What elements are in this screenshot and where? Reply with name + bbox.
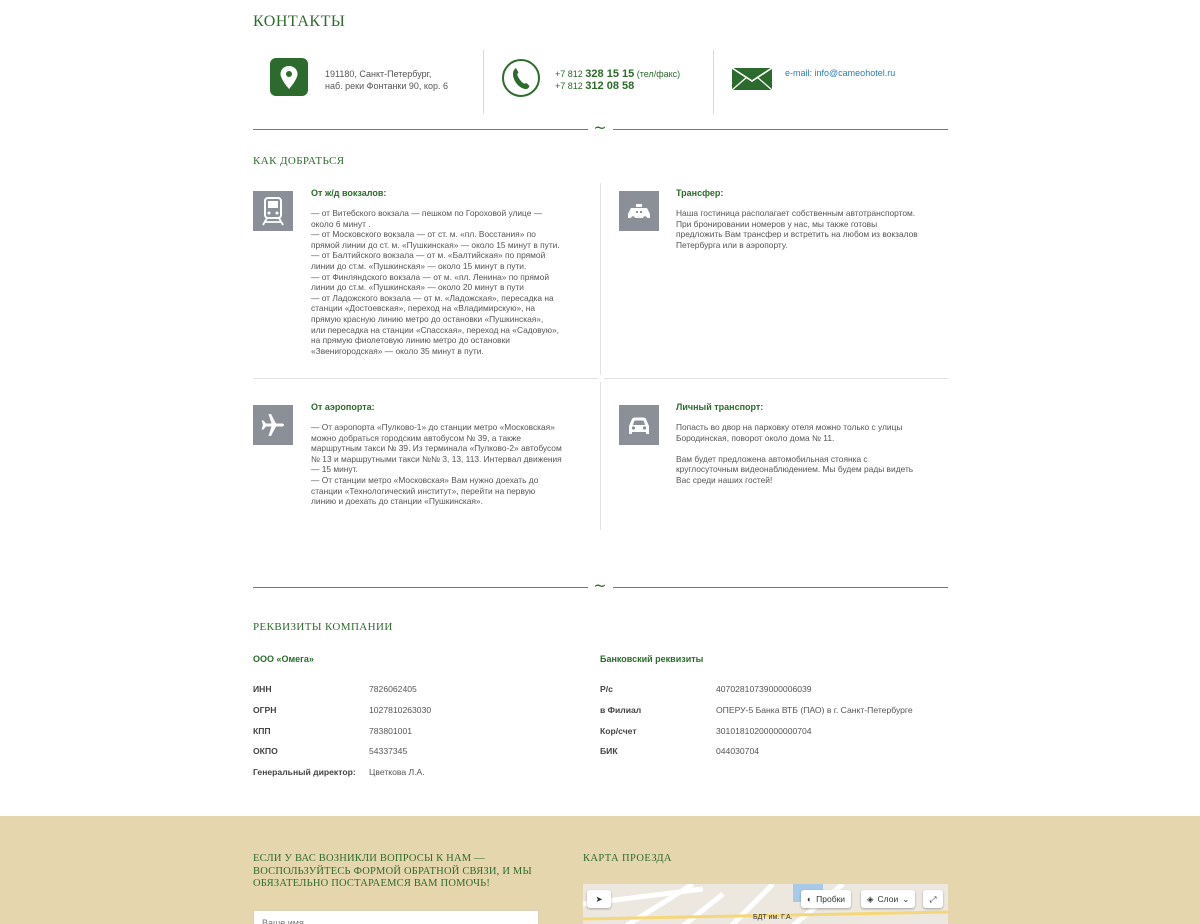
company-name: ООО «Омега» — [253, 654, 314, 664]
req-value: 30101810200000000704 — [716, 726, 812, 736]
req-value: 54337345 — [369, 746, 408, 756]
navigation-arrow-icon: ➤ — [595, 893, 603, 904]
rail-text: — от Витебского вокзала — пешком по Гороховой улице — около 6 минут . — от Московского вокзала — от ст. м. «пл. Восстания» по прямой линии до ст. м. «Пушкинская» — около 15 минут в пути. — от Балтийского вокзала — от м. «Балтийская» по прямой линии до ст.м. «Пушкинская» — около 15 минут в пути. — от Финляндского вокзала — от м. «пл. Ленина» по прямой линии до ст.м. «Пушкинская» — около 20 минут в пути — от Ладожского вокзала — от м. «Ладожская», пересадка на станции «Достоевская», переход на «Владимирскую», на прямую красную линию метро до остановки «Пушкинская», или пересадка на станции «Спасская», переход на «Садовую», на прямую фиолетовую линию метро до остановки «Звенигородская» — около 35 минут в пути. — [311, 208, 560, 356]
req-label: Кор/счет — [600, 726, 637, 736]
contacts-row — [253, 50, 948, 114]
map-title: КАРТА ПРОЕЗДА — [583, 853, 672, 864]
email: e-mail: info@cameohotel.ru — [785, 68, 896, 78]
address: 191180, Санкт-Петербург, наб. реки Фонтанки 90, кор. 6 — [325, 69, 448, 91]
train-icon — [253, 191, 293, 231]
contact-separator — [483, 50, 484, 114]
req-value: 044030704 — [716, 746, 760, 756]
expand-icon: ⤢ — [929, 893, 937, 904]
req-value: Цветкова Л.А. — [369, 767, 425, 777]
phone-number-secondary[interactable]: 312 08 58 — [585, 80, 635, 92]
map-fullscreen-button[interactable] — [923, 890, 943, 908]
req-value: 783801001 — [369, 726, 413, 736]
airport-text: — От аэропорта «Пулково-1» до станции метро «Московская» можно добраться городским автобусом № 39, а также маршрутным такси № 39. Из терминала «Пулково-2» автобусом № 13 и маршрутными такси №№ 3, 13, 113. Интервал движения — 15 минут. — От станции метро «Московская» Вам нужно доехать до станции «Технологический институт», перейти на первую линию и доехать до станции «Пушкинская». — [311, 422, 562, 507]
email-link[interactable]: info@cameohotel.ru — [814, 68, 896, 78]
grid-separator — [600, 183, 601, 375]
map-label: БДТ им. Г.А. — [753, 914, 793, 921]
req-value: 1027810263030 — [369, 705, 432, 715]
ornament-divider: ~ — [253, 124, 948, 134]
ornament-divider: ~ — [253, 582, 948, 592]
phone-number-main[interactable]: 328 15 15 — [585, 68, 635, 80]
req-value: 40702810739000006039 — [716, 684, 812, 694]
req-value: ОПЕРУ-5 Банка ВТБ (ПАО) в г. Санкт-Петербурге — [716, 705, 913, 715]
phone-icon — [501, 58, 541, 100]
car-text: Попасть во двор на парковку отеля можно только с улицы Бородинская, поворот около дома № 11. Вам будет предложена автомобильная стоянка с круглосуточным видеонаблюдением. Мы будем рады видеть Вас среди наших гостей! — [676, 422, 914, 485]
chevron-down-icon: ⌄ — [902, 893, 910, 904]
req-label: Р/с — [600, 684, 613, 694]
map[interactable] — [583, 884, 948, 924]
footer — [0, 816, 1200, 924]
taxi-icon — [619, 191, 659, 231]
car-title: Личный транспорт: — [676, 402, 764, 412]
rail-title: От ж/д вокзалов: — [311, 188, 387, 198]
req-label: ОКПО — [253, 746, 278, 756]
req-label: БИК — [600, 746, 618, 756]
layers-icon: ◈ — [867, 893, 874, 904]
req-label: ИНН — [253, 684, 272, 694]
requisites-title: РЕКВИЗИТЫ КОМПАНИИ — [253, 621, 393, 633]
req-label: КПП — [253, 726, 271, 736]
location-pin-icon — [270, 58, 308, 96]
contact-separator — [713, 50, 714, 114]
req-label: в Филиал — [600, 705, 642, 715]
grid-separator — [604, 378, 948, 379]
phone-numbers: +7 812 328 15 15 (тел/факс) +7 812 312 08 58 — [555, 68, 681, 92]
bank-title: Банковский реквизиты — [600, 654, 704, 664]
map-layers-button[interactable]: ◈ Слои ⌄ — [861, 890, 915, 908]
req-label: Генеральный директор: — [253, 767, 356, 777]
airplane-icon — [253, 405, 293, 445]
feedback-heading: ЕСЛИ У ВАС ВОЗНИКЛИ ВОПРОСЫ К НАМ — ВОСПОЛЬЗУЙТЕСЬ ФОРМОЙ ОБРАТНОЙ СВЯЗИ, И МЫ ОБЯЗАТЕЛЬНО ПОСТАРАЕМСЯ ВАМ ПОМОЧЬ! — [253, 853, 532, 889]
airport-title: От аэропорта: — [311, 402, 375, 412]
req-value: 7826062405 — [369, 684, 417, 694]
transfer-text: Наша гостиница располагает собственным автотранспортом. При бронировании номеров у нас, мы также готовы предложить Вам трансфер и встретить на любом из вокзалов Петербурга или в аэропорту. — [676, 208, 918, 250]
grid-separator — [600, 382, 601, 530]
directions-title: КАК ДОБРАТЬСЯ — [253, 155, 345, 167]
map-traffic-button[interactable]: ◐ Пробки — [801, 890, 851, 908]
traffic-icon: ◐ — [807, 894, 813, 904]
car-icon — [619, 405, 659, 445]
map-locate-button[interactable] — [587, 890, 611, 908]
req-label: ОГРН — [253, 705, 277, 715]
name-input[interactable] — [253, 910, 539, 924]
transfer-title: Трансфер: — [676, 188, 724, 198]
envelope-icon — [731, 67, 773, 93]
grid-separator — [253, 378, 598, 379]
page-title: КОНТАКТЫ — [253, 13, 346, 30]
